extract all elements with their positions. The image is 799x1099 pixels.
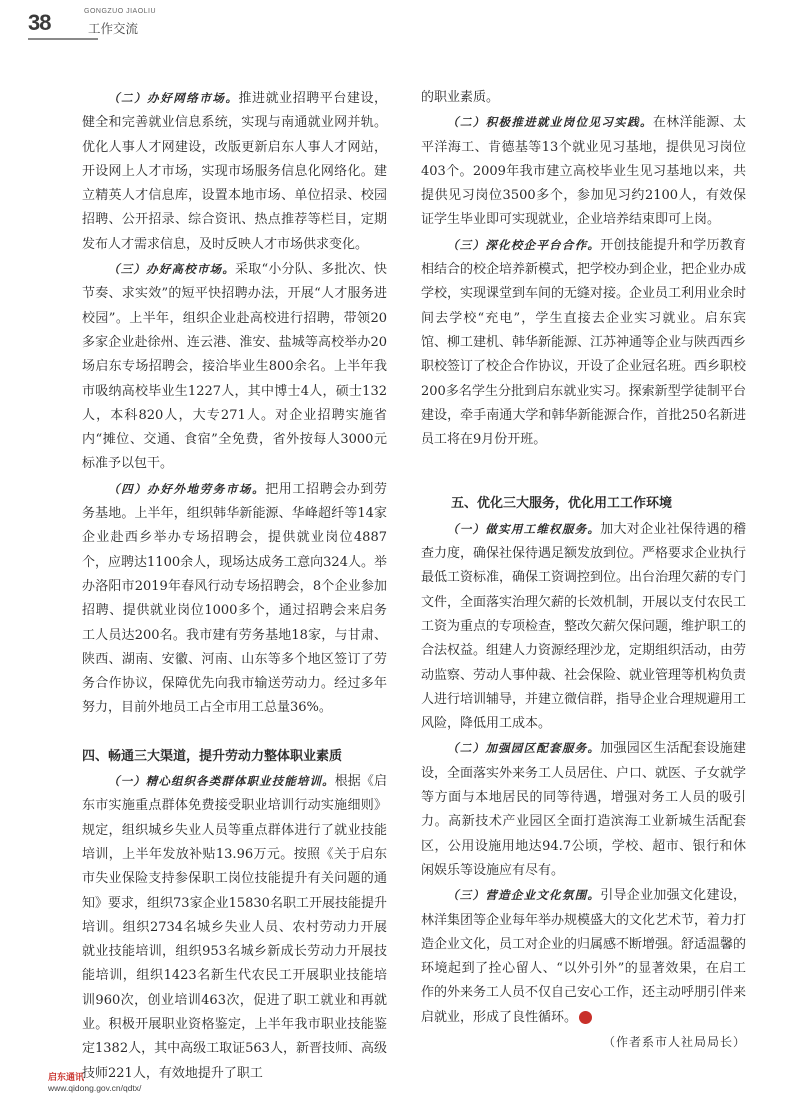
paragraph (82, 86, 387, 257)
header-rule (28, 38, 98, 40)
right-column (421, 86, 746, 1054)
paragraph-text: 加强园区生活配套设施建设，全面落实外来务工人员居住、户口、就医、子女就学等方面与本地居民的同等待遇，增强对务工人员的吸引力。高新技术产业园区全面打造滨海工业新城生活配套区，公用设施用地达94.7公顷，学校、超市、银行和休闲娱乐等设施应有尽有。 (421, 741, 747, 878)
paragraph-text: 在林洋能源、太平洋海工、肯德基等13个就业见习基地，提供见习岗位403个。2009年我市建立高校毕业生见习基地以来，共提供见习岗位3500多个，参加见习约2100人，有效保证学生毕业即可实现就业，企业培养结束即可上岗。 (421, 115, 746, 228)
paragraph-text: 引导企业加强文化建设，林洋集团等企业每年举办规模盛大的文化艺术节，着力打造企业文化，员工对企业的归属感不断增强。舒适温馨的环境起到了拴心留人、“以外引外”的显著效果，在启工作的外来务工人员不仅自己安心工作，还主动呼朋引伴来启就业，形成了良性循环。 (421, 888, 747, 1025)
paragraph (82, 477, 387, 721)
footer-url[interactable]: www.qidong.gov.cn/qdtx/ (48, 1083, 142, 1093)
paragraph-lead: （二）办好网络市场。 (108, 91, 239, 105)
author-byline: （作者系市人社局局长） (602, 1034, 746, 1049)
page-header (28, 8, 248, 38)
paragraph (82, 769, 387, 1086)
paragraph-lead: （二）加强园区配套服务。 (447, 741, 601, 756)
paragraph-lead: （一）做实用工维权服务。 (447, 521, 601, 536)
paragraph-lead: （二）积极推进就业岗位见习实践。 (447, 115, 653, 130)
header-subtitle: GONGZUO JIAOLIU (84, 8, 157, 15)
end-mark-icon (579, 1011, 592, 1024)
paragraph-text: 把用工招聘会办到劳务基地。上半年，组织韩华新能源、华峰超纤等14家企业赴西乡举办专场招聘会，提供就业岗位4887个，应聘达1100余人，现场达成务工意向324人。举办洛阳市2019年春风行动专场招聘会，8个企业参加招聘、提供就业岗位1000多个，通过招聘会来启务工人员达200名。我市建有劳务基地18家，与甘肃、陕西、湖南、安徽、河南、山东等多个地区签订了劳务合作协议，保障优先向我市输送劳动力。经过多年努力，目前外地员工占全市用工总量36%。 (82, 481, 387, 716)
paragraph (421, 110, 746, 232)
paragraph-lead: （三）办好高校市场。 (108, 262, 236, 277)
paragraph-text: 加大对企业社保待遇的稽查力度，确保社保待遇足额发放到位。严格要求企业执行最低工资标准，确保工资调控到位。出台治理欠薪的专门文件，全面落实治理欠薪的长效机制，开展以支付农民工工资为重点的专项检查，整改欠薪欠保问题，维护职工的合法权益。组建人力资源经理沙龙，定期组织活动，由劳动监察、劳动人事仲裁、社会保险、就业管理等机构负责人进行培训辅导，并建立微信群，指导企业合理规避用工风险，降低用工成本。 (421, 521, 747, 732)
page-number: 38 (28, 10, 51, 35)
paragraph-text: 推进就业招聘平台建设，健全和完善就业信息系统，实现与南通就业网并轨。优化人事人才网建设，改版更新启东人事人才网站，开设网上人才市场，实现市场服务信息化网络化。建立精英人才信息库，设置本地市场、单位招录、校园招聘、公开招录、综合资讯、热点推荐等栏目，定期发布人才需求信息，及时反映人才市场供求变化。 (82, 91, 387, 252)
paragraph-lead: （四）办好外地劳务市场。 (108, 481, 266, 496)
paragraph-lead: （三）深化校企平台合作。 (447, 237, 601, 252)
section-heading: 五、优化三大服务，优化用工工作环境 (451, 496, 673, 512)
paragraph-text: 根据《启东市实施重点群体免费接受职业培训行动实施细则》规定，组织城乡失业人员等重点群体进行了就业技能培训，上半年发放补贴13.96万元。按照《关于启东市失业保险支持参保职工岗位技能提升有关问题的通知》要求，组织73家企业15830名职工开展技能提升培训。组织2734名城乡失业人员、农村劳动力开展就业技能培训，组织953名城乡新成长劳动力开展技能培训，组织1423名新生代农民工开展职业技能培训960次，创业培训463次，促进了职工就业和再就业。积极开展职业资格鉴定，上半年我市职业技能鉴定1382人，其中高级工取证563人，新晋技师、高级技师221人，有效地提升了职工 (82, 774, 387, 1081)
page-footer (48, 1072, 141, 1094)
paragraph (421, 517, 746, 737)
paragraph (421, 736, 746, 883)
left-column (82, 86, 387, 1086)
paragraph-text: 采取“小分队、多批次、快节奏、求实效”的短平快招聘办法，开展“人才服务进校园”。上半年，组织企业赴高校进行招聘，带领20多家企业赴徐州、连云港、淮安、盐城等高校举办20场启东专场招聘会，接洽毕业生800余名。上半年我市吸纳高校毕业生1227人，其中博士4人，硕士132人，本科820人，大专271人。对企业招聘实施省内“摊位、交通、食宿”全免费，省外按每人3000元标准予以包干。 (82, 262, 387, 472)
paragraph-lead: （三）营造企业文化氛围。 (447, 888, 601, 903)
paragraph-lead: （一）精心组织各类群体职业技能培训。 (108, 774, 335, 789)
section-title: 工作交流 (88, 21, 139, 36)
paragraph (421, 233, 746, 453)
paragraph-text: 开创技能提升和学历教育相结合的校企培养新模式，把学校办到企业，把企业办成学校，实现课堂到车间的无缝对接。企业员工利用业余时间去学校“充电”，学生直接去企业实习就业。启东宾馆、柳工建机、韩华新能源、江苏神通等企业与陕西西乡职校签订了校企合作协议，开设了企业冠名班。西乡职校200多名学生分批到启东就业实习。探索新型学徒制平台建设，牵手南通大学和韩华新能源合作，首批250名新进员工将在9月份开班。 (421, 237, 747, 448)
paragraph: 的职业素质。 (421, 90, 500, 105)
paragraph (82, 257, 387, 477)
footer-brand: 启东通讯 (48, 1072, 85, 1082)
paragraph (421, 883, 746, 1030)
section-heading: 四、畅通三大渠道，提升劳动力整体职业素质 (82, 748, 343, 764)
